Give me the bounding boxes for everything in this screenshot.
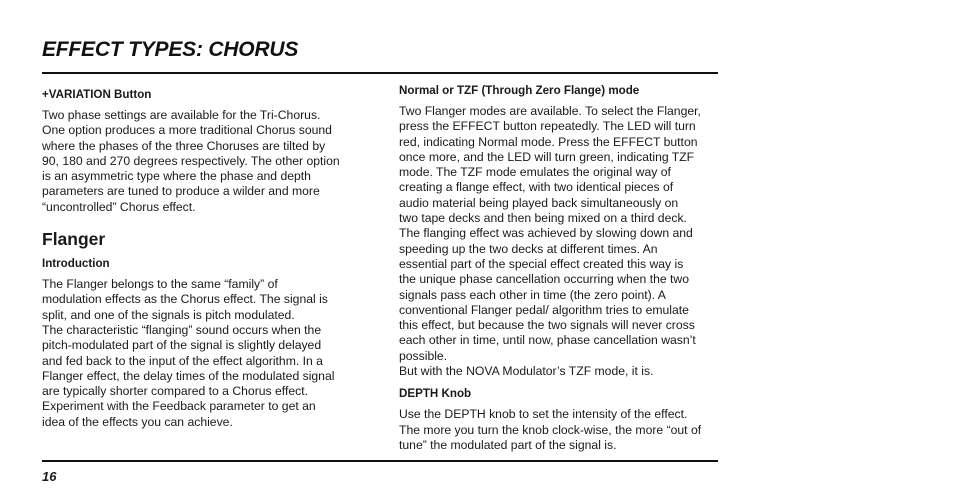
flanger-heading: Flanger xyxy=(42,229,106,250)
right-column xyxy=(399,84,721,453)
introduction-text: The Flanger belongs to the same “family” of modulation effects as the Chorus effect. The signal is split, and one of the signals is pitch modulated. The characteristic “flanging” sound occurs when the pitch-modulated part of the signal is slightly delayed and fed back to the input of the effect algorithm. In a Flanger effect, the delay times of the modulated signal are typically shorter compared to a Chorus effect. Experiment with the Feedback parameter to get an idea of the effects you can achieve. xyxy=(42,277,335,429)
depth-knob-heading: DEPTH Knob xyxy=(399,387,472,401)
depth-knob-text: Use the DEPTH knob to set the intensity of the effect. The more you turn the knob clock-wise, the more “out of tune” the modulated part of the signal is. xyxy=(399,407,702,452)
variation-button-heading: +VARIATION Button xyxy=(42,88,152,101)
variation-button-text: Two phase settings are available for the Tri-Chorus. One option produces a more traditional Chorus sound where the phases of the three Choruses are tilted by 90, 180 and 270 degrees respectively. The other option is an asymmetric type where the phase and depth parameters are tuned to produce a wilder and more “uncontrolled” Chorus effect. xyxy=(42,108,340,214)
page-number: 16 xyxy=(42,469,57,484)
introduction-heading: Introduction xyxy=(42,257,110,271)
flange-mode-text: Two Flanger modes are available. To select the Flanger, press the EFFECT button repeatedly. The LED will turn red, indicating Normal mode. Press the EFFECT button once more, and the LED will turn green, indicating TZF mode. The TZF mode emulates the original way of creating a flange effect, with two identical pieces of audio material being played back simultaneously on two tape decks and then being mixed on a third deck. The flanging effect was achieved by slowing down and speeding up the two decks at different times. An essential part of the special effect created this way is the unique phase cancellation occurring when the two signals pass each other in time (the zero point). A conventional Flanger pedal/ algorithm tries to emulate this effect, but because the two signals will never cross each other in time, until now, phase cancellation wasn’t possible. But with the NOVA Modulator’s TZF mode, it is. xyxy=(399,104,701,379)
page-title: EFFECT TYPES: CHORUS xyxy=(42,38,299,61)
top-divider xyxy=(42,72,718,74)
left-column xyxy=(42,88,362,430)
flange-mode-heading: Normal or TZF (Through Zero Flange) mode xyxy=(399,84,640,97)
bottom-divider xyxy=(42,460,718,462)
